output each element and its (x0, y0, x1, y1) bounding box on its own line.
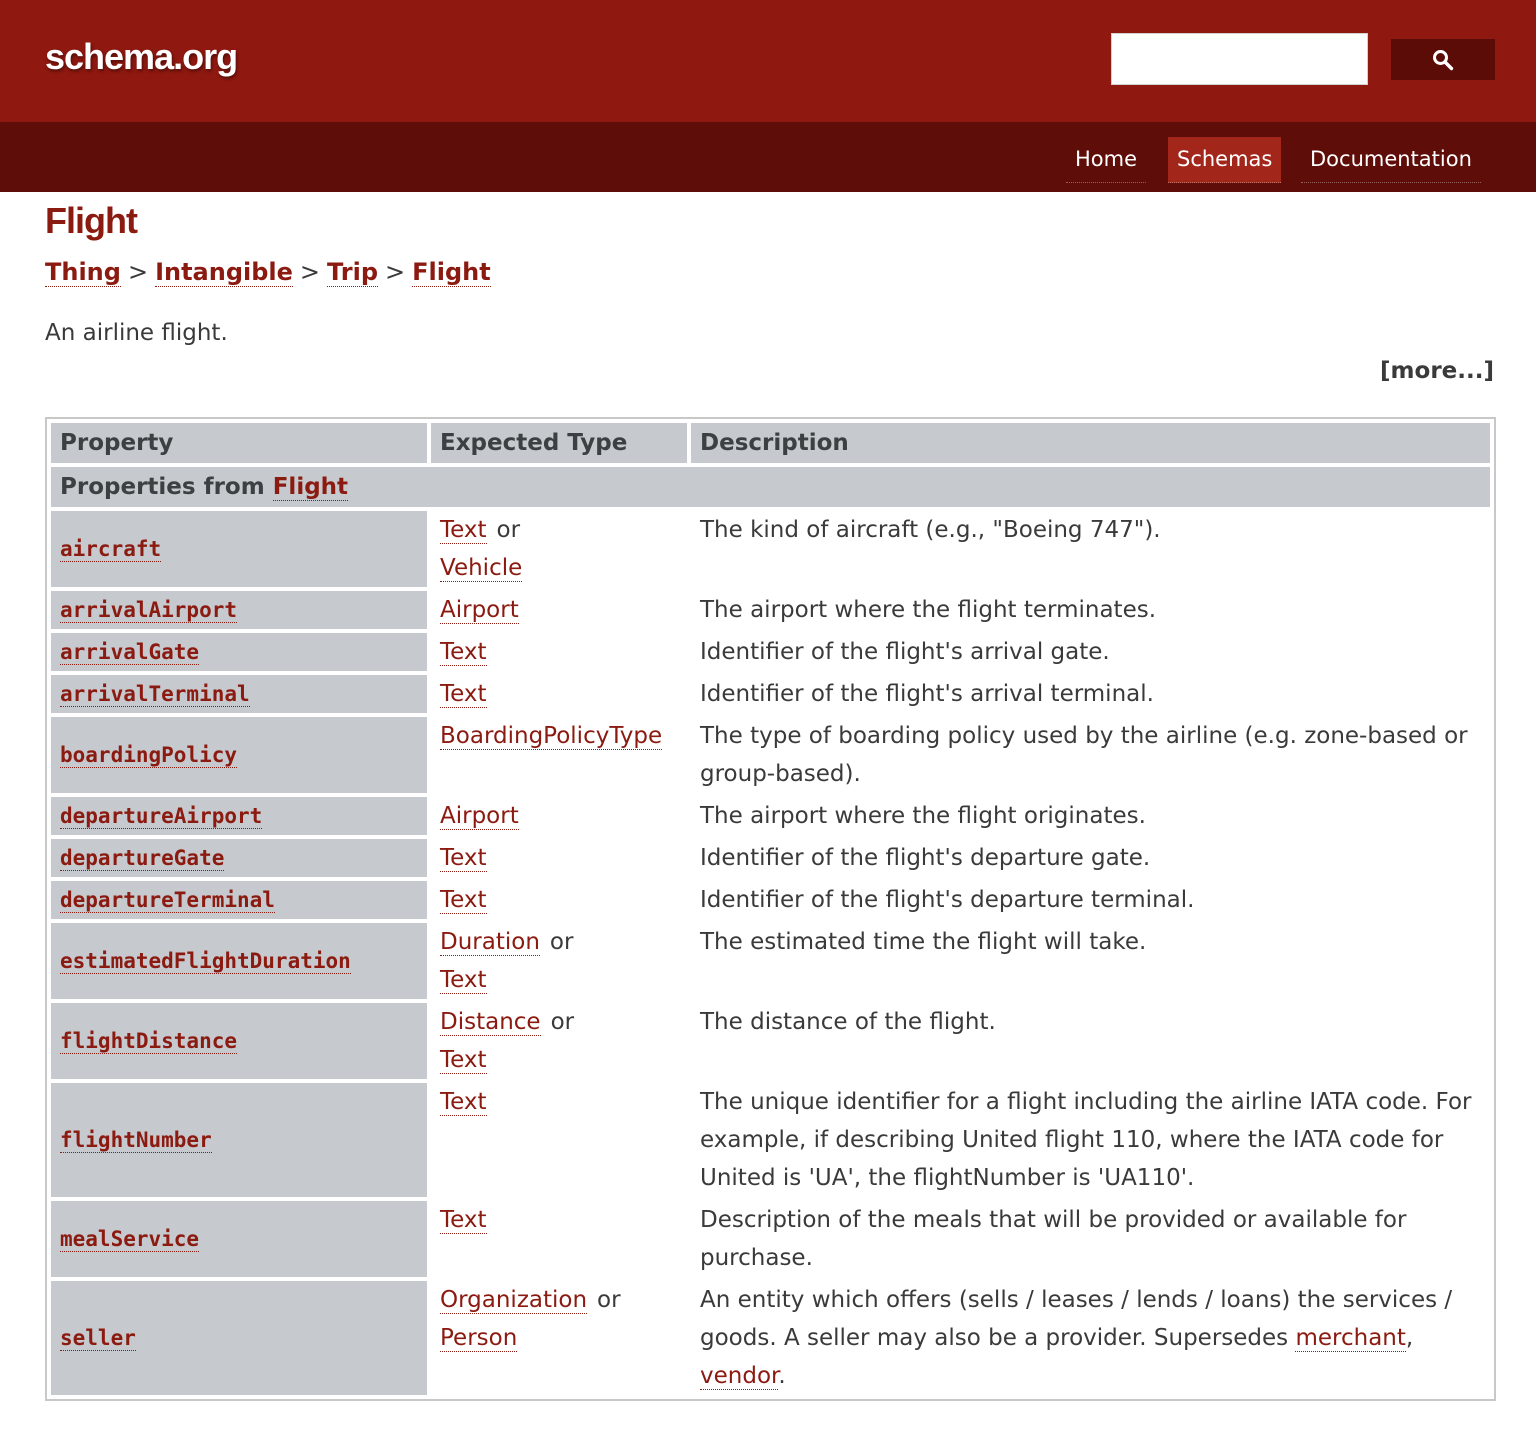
type-link[interactable]: BoardingPolicyType (440, 723, 663, 749)
property-link[interactable]: arrivalTerminal (60, 682, 250, 706)
section-header (51, 467, 1490, 507)
description-text: The unique identifier for a flight including the airline IATA code. For example, if describing United flight 110, where the IATA code for United is 'UA', the flightNumber is 'UA110'. (700, 1089, 1472, 1191)
search-input[interactable] (1111, 33, 1368, 85)
breadcrumb-flight[interactable]: Flight (412, 258, 491, 286)
description-text: The type of boarding policy used by the airline (e.g. zone-based or group-based). (700, 723, 1468, 787)
breadcrumb-thing[interactable]: Thing (45, 258, 121, 286)
nav-documentation[interactable]: Documentation (1301, 137, 1481, 183)
more-link[interactable]: [more...] (1380, 358, 1494, 384)
property-link[interactable]: seller (60, 1326, 136, 1350)
or-separator: or (496, 517, 521, 543)
superseded-link-merchant[interactable]: merchant (1295, 1325, 1406, 1351)
property-cell (51, 839, 427, 877)
page-title: Flight (45, 200, 137, 241)
property-link[interactable]: aircraft (60, 537, 162, 561)
table-row (51, 511, 1490, 587)
header-property: Property (51, 423, 427, 463)
property-cell (51, 923, 427, 999)
table-row (51, 675, 1490, 713)
breadcrumb-separator: > (385, 258, 406, 286)
property-cell (51, 511, 427, 587)
description-cell (691, 923, 1490, 999)
property-link[interactable]: arrivalAirport (60, 598, 238, 622)
property-cell (51, 1281, 427, 1395)
property-cell (51, 633, 427, 671)
table-row (51, 633, 1490, 671)
property-link[interactable]: flightDistance (60, 1029, 238, 1053)
description-text: Identifier of the flight's departure gate. (700, 845, 1151, 871)
property-cell (51, 1201, 427, 1277)
property-cell (51, 1003, 427, 1079)
header-expected-type: Expected Type (431, 423, 687, 463)
header-description: Description (691, 423, 1490, 463)
expected-type-cell (431, 839, 687, 877)
type-link[interactable]: Airport (440, 803, 519, 829)
description-text: An entity which offers (sells / leases / lends / loans) the services / goods. A seller may also be a provider. Supersedes (700, 1287, 1453, 1351)
expected-type-cell (431, 511, 687, 587)
breadcrumb-separator: > (127, 258, 149, 286)
description-cell (691, 633, 1490, 671)
search-button[interactable] (1391, 39, 1495, 80)
type-link[interactable]: Text (440, 681, 487, 707)
section-prefix: Properties from (60, 474, 265, 500)
property-cell (51, 675, 427, 713)
property-cell (51, 717, 427, 793)
property-link[interactable]: departureGate (60, 846, 225, 870)
description-text: The kind of aircraft (e.g., "Boeing 747"). (700, 517, 1161, 543)
type-link[interactable]: Text (440, 967, 487, 993)
property-link[interactable]: departureTerminal (60, 888, 275, 912)
expected-type-cell (431, 1083, 687, 1197)
description-cell (691, 881, 1490, 919)
breadcrumb-separator: > (299, 258, 321, 286)
description-text: The airport where the flight terminates. (700, 597, 1157, 623)
or-separator: or (549, 929, 574, 955)
expected-type-cell (431, 717, 687, 793)
description-text: The estimated time the flight will take. (700, 929, 1147, 955)
expected-type-cell (431, 1201, 687, 1277)
type-link[interactable]: Text (440, 639, 487, 665)
description-text: Identifier of the flight's departure terminal. (700, 887, 1195, 913)
description-cell: An entity which offers (sells / leases / lends / loans) the services / goods. A seller may also be a provider. Supersedes merchant, vendor. (700, 1287, 1453, 1389)
breadcrumb-trip[interactable]: Trip (327, 258, 379, 286)
property-link[interactable]: arrivalGate (60, 640, 200, 664)
type-link[interactable]: Text (440, 517, 487, 543)
expected-type-cell (431, 881, 687, 919)
search-icon (1432, 49, 1454, 71)
description-text: The distance of the flight. (700, 1009, 996, 1035)
table-row (51, 1003, 1490, 1079)
or-separator: or (550, 1009, 575, 1035)
type-link[interactable]: Text (440, 1047, 487, 1073)
type-link[interactable]: Text (440, 845, 487, 871)
table-row (51, 839, 1490, 877)
description-cell (691, 839, 1490, 877)
property-link[interactable]: flightNumber (60, 1128, 212, 1152)
description-cell (691, 591, 1490, 629)
nav-schemas[interactable]: Schemas (1168, 137, 1281, 183)
definition-table-container (45, 417, 1496, 1401)
site-header (0, 0, 1536, 122)
description-cell (691, 1201, 1490, 1277)
description-text: Description of the meals that will be provided or available for purchase. (700, 1207, 1407, 1271)
table-row (51, 591, 1490, 629)
table-row (51, 1083, 1490, 1197)
description-cell (691, 797, 1490, 835)
description-cell (691, 511, 1490, 587)
description-cell (691, 675, 1490, 713)
type-link[interactable]: Organization (440, 1287, 588, 1313)
property-link[interactable]: estimatedFlightDuration (60, 949, 351, 973)
property-link[interactable]: boardingPolicy (60, 743, 238, 767)
table-row (51, 717, 1490, 793)
main-nav (0, 122, 1536, 192)
expected-type-cell (431, 591, 687, 629)
description-cell (691, 1083, 1490, 1197)
table-row (51, 1281, 1490, 1395)
type-description: An airline flight. (45, 320, 228, 346)
breadcrumb-intangible[interactable]: Intangible (155, 258, 293, 286)
table-row (51, 923, 1490, 999)
property-link[interactable]: mealService (60, 1227, 200, 1251)
description-text: The airport where the flight originates. (700, 803, 1146, 829)
expected-type-cell (431, 923, 687, 999)
type-link[interactable]: Airport (440, 597, 519, 623)
section-link-flight[interactable]: Flight (272, 474, 349, 500)
site-logo[interactable]: schema.org (45, 36, 238, 77)
table-row (51, 1201, 1490, 1277)
property-link[interactable]: departureAirport (60, 804, 263, 828)
type-link[interactable]: Text (440, 1207, 487, 1233)
superseded-link-vendor[interactable]: vendor (700, 1363, 779, 1389)
type-link[interactable]: Distance (440, 1009, 541, 1035)
expected-type-cell (431, 633, 687, 671)
type-link[interactable]: Text (440, 1089, 487, 1115)
description-cell (691, 717, 1490, 793)
breadcrumb (45, 258, 491, 286)
property-cell (51, 1083, 427, 1197)
expected-type-cell (431, 1281, 687, 1395)
type-link[interactable]: Text (440, 887, 487, 913)
or-separator: or (597, 1287, 621, 1313)
expected-type-cell (431, 1003, 687, 1079)
property-cell (51, 881, 427, 919)
type-link[interactable]: Duration (440, 929, 540, 955)
property-cell (51, 797, 427, 835)
table-row (51, 797, 1490, 835)
type-link[interactable]: Vehicle (440, 555, 523, 581)
definition-table (47, 419, 1494, 1399)
description-text: Identifier of the flight's arrival terminal. (700, 681, 1154, 707)
expected-type-cell (431, 797, 687, 835)
nav-home[interactable]: Home (1066, 137, 1146, 183)
description-cell (691, 1003, 1490, 1079)
expected-type-cell (431, 675, 687, 713)
description-text: Identifier of the flight's arrival gate. (700, 639, 1110, 665)
property-cell (51, 591, 427, 629)
type-link[interactable]: Person (440, 1325, 518, 1351)
table-row (51, 881, 1490, 919)
